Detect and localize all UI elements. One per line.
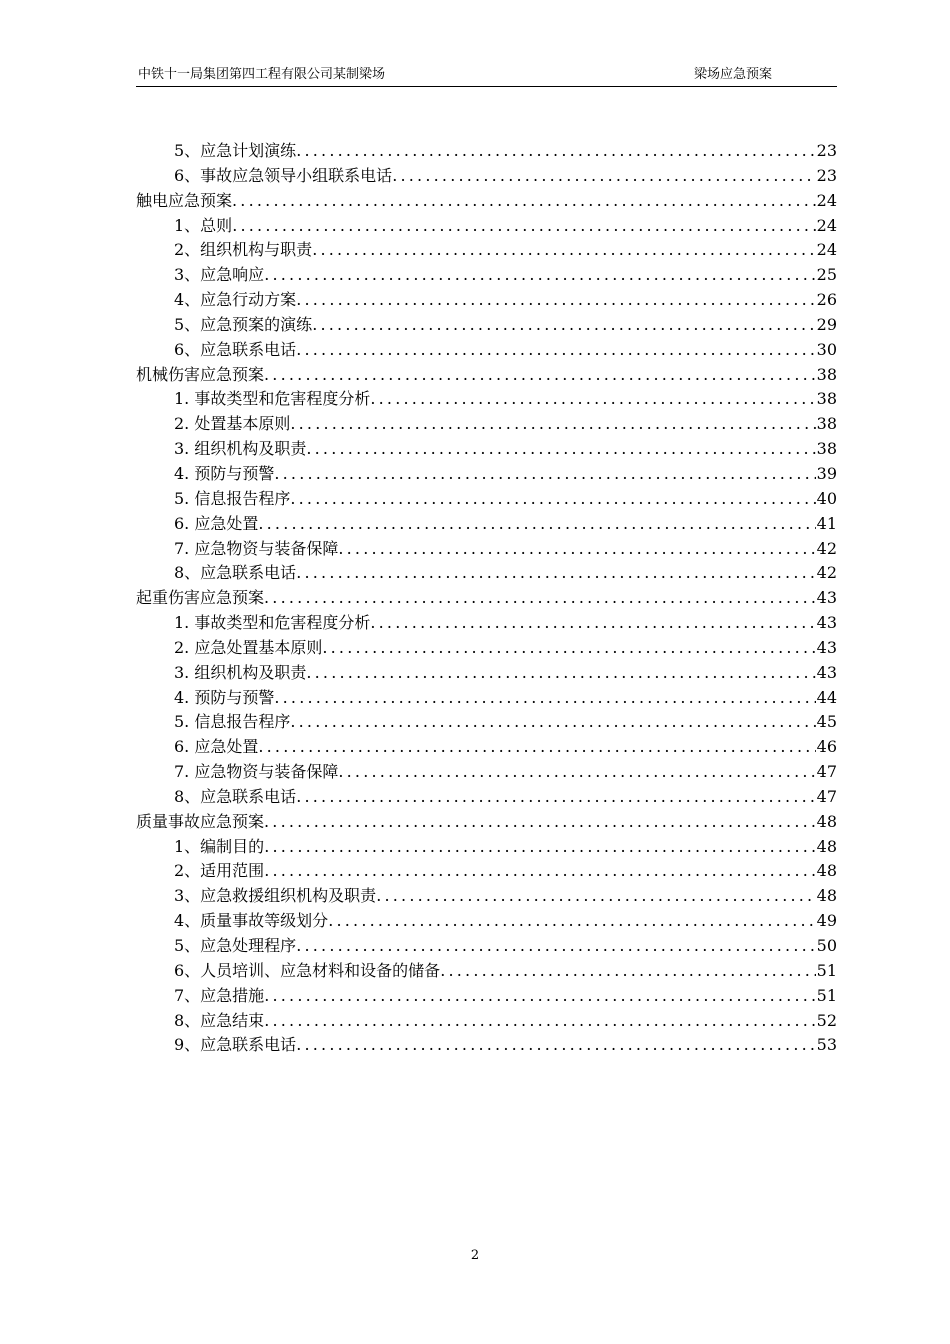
toc-subsection-entry[interactable] (136, 139, 837, 164)
toc-entry-page-number: 40 (816, 488, 837, 508)
toc-entry-page-number: 30 (816, 339, 837, 359)
toc-entry-label: 7、应急措施 (174, 985, 265, 1005)
toc-section-entry[interactable] (136, 586, 837, 611)
toc-dot-leader (338, 760, 815, 785)
toc-dot-leader (264, 586, 816, 611)
toc-entry-page-number: 53 (816, 1035, 837, 1055)
toc-entry-page-number: 42 (816, 538, 837, 558)
toc-entry-page-number: 24 (816, 240, 837, 260)
toc-dot-leader (312, 238, 815, 263)
toc-entry-label: 6、应急联系电话 (174, 339, 297, 359)
toc-entry-page-number: 29 (816, 314, 837, 334)
toc-entry-page-number: 52 (816, 1010, 837, 1030)
header-document-title: 梁场应急预案 (694, 67, 773, 82)
toc-entry-page-number: 47 (816, 786, 837, 806)
toc-subsection-entry[interactable] (136, 561, 837, 586)
toc-entry-page-number: 38 (816, 389, 837, 409)
toc-entry-page-number: 38 (816, 439, 837, 459)
toc-entry-page-number: 50 (816, 936, 837, 955)
toc-entry-label: 4、质量事故等级划分 (174, 911, 329, 931)
toc-dot-leader (296, 561, 815, 586)
toc-dot-leader (296, 1033, 815, 1058)
toc-subsection-entry[interactable] (136, 462, 837, 487)
toc-subsection-entry[interactable] (136, 164, 837, 189)
toc-entry-label: 2. 应急处置基本原则 (174, 637, 323, 657)
toc-dot-leader (264, 810, 816, 835)
toc-subsection-entry[interactable] (136, 710, 837, 735)
toc-dot-leader (322, 636, 815, 661)
toc-dot-leader (264, 984, 815, 1009)
toc-entry-page-number: 43 (816, 637, 837, 657)
toc-subsection-entry[interactable] (136, 859, 837, 884)
toc-entry-page-number: 46 (816, 737, 837, 757)
toc-subsection-entry[interactable] (136, 238, 837, 263)
toc-dot-leader (232, 189, 816, 214)
toc-entry-label: 触电应急预案 (136, 190, 233, 210)
toc-subsection-entry[interactable] (136, 487, 837, 512)
toc-subsection-entry[interactable] (136, 636, 837, 661)
toc-entry-page-number: 43 (816, 588, 837, 608)
toc-dot-leader (296, 139, 815, 164)
toc-entry-label: 2. 处置基本原则 (174, 414, 291, 434)
toc-subsection-entry[interactable] (136, 214, 837, 239)
toc-subsection-entry[interactable] (136, 437, 837, 462)
toc-dot-leader (264, 835, 815, 860)
toc-dot-leader (290, 710, 815, 735)
toc-entry-label: 1. 事故类型和危害程度分析 (174, 613, 371, 633)
toc-entry-label: 5. 信息报告程序 (174, 488, 291, 508)
toc-dot-leader (306, 437, 815, 462)
toc-subsection-entry[interactable] (136, 934, 837, 959)
toc-dot-leader (328, 909, 815, 934)
toc-section-entry[interactable] (136, 189, 837, 214)
toc-entry-label: 3. 组织机构及职责 (174, 662, 307, 682)
toc-subsection-entry[interactable] (136, 1033, 837, 1058)
toc-dot-leader (376, 884, 815, 909)
toc-entry-page-number: 47 (816, 762, 837, 782)
toc-entry-page-number: 48 (816, 811, 837, 831)
toc-dot-leader (296, 934, 815, 959)
table-of-contents (136, 139, 837, 1058)
toc-dot-leader (264, 263, 815, 288)
toc-subsection-entry[interactable] (136, 835, 837, 860)
toc-entry-label: 2、组织机构与职责 (174, 240, 313, 260)
toc-dot-leader (440, 959, 815, 984)
toc-entry-label: 6. 应急处置 (174, 513, 259, 533)
toc-entry-label: 4、应急行动方案 (174, 290, 297, 310)
toc-entry-page-number: 48 (816, 886, 837, 906)
toc-dot-leader (264, 859, 815, 884)
toc-entry-page-number: 42 (816, 563, 837, 583)
toc-entry-page-number: 41 (816, 513, 837, 533)
toc-entry-label: 1. 事故类型和危害程度分析 (174, 389, 371, 409)
toc-entry-label: 6、人员培训、应急材料和设备的储备 (174, 960, 441, 980)
toc-dot-leader (264, 363, 816, 388)
toc-entry-label: 4. 预防与预警 (174, 687, 275, 707)
toc-subsection-entry[interactable] (136, 686, 837, 711)
toc-entry-label: 1、总则 (174, 215, 233, 235)
header-company-name: 中铁十一局集团第四工程有限公司某制梁场 (138, 67, 386, 82)
toc-subsection-entry[interactable] (136, 785, 837, 810)
toc-entry-page-number: 25 (816, 265, 837, 285)
toc-dot-leader (258, 735, 815, 760)
toc-dot-leader (370, 387, 815, 412)
toc-entry-label: 6、事故应急领导小组联系电话 (174, 165, 393, 185)
toc-dot-leader (296, 338, 815, 363)
toc-entry-label: 3、应急响应 (174, 265, 265, 285)
toc-dot-leader (338, 537, 815, 562)
toc-subsection-entry[interactable] (136, 884, 837, 909)
toc-entry-page-number: 44 (816, 687, 837, 707)
toc-entry-label: 质量事故应急预案 (136, 811, 265, 831)
toc-entry-label: 6. 应急处置 (174, 737, 259, 757)
toc-subsection-entry[interactable] (136, 1009, 837, 1034)
toc-dot-leader (264, 1009, 815, 1034)
toc-entry-page-number: 51 (816, 960, 837, 980)
toc-subsection-entry[interactable] (136, 909, 837, 934)
toc-entry-label: 3. 组织机构及职责 (174, 439, 307, 459)
toc-entry-page-number: 48 (816, 861, 837, 881)
toc-dot-leader (290, 487, 815, 512)
toc-entry-page-number: 38 (816, 414, 837, 434)
toc-dot-leader (232, 214, 815, 239)
toc-entry-label: 8、应急结束 (174, 1010, 265, 1030)
toc-dot-leader (296, 785, 815, 810)
toc-entry-label: 7. 应急物资与装备保障 (174, 538, 339, 558)
toc-dot-leader (274, 686, 815, 711)
toc-entry-page-number: 24 (816, 190, 837, 210)
toc-subsection-entry[interactable] (136, 537, 837, 562)
toc-entry-page-number: 51 (816, 985, 837, 1005)
toc-entry-label: 7. 应急物资与装备保障 (174, 762, 339, 782)
toc-entry-label: 8、应急联系电话 (174, 563, 297, 583)
toc-entry-label: 8、应急联系电话 (174, 786, 297, 806)
toc-entry-page-number: 48 (816, 836, 837, 856)
toc-section-entry[interactable] (136, 363, 837, 388)
toc-entry-label: 机械伤害应急预案 (136, 364, 265, 384)
toc-entry-page-number: 24 (816, 215, 837, 235)
toc-entry-page-number: 49 (816, 911, 837, 931)
toc-dot-leader (370, 611, 815, 636)
toc-entry-label: 2、适用范围 (174, 861, 265, 881)
toc-entry-page-number: 45 (816, 712, 837, 732)
toc-dot-leader (296, 288, 815, 313)
toc-subsection-entry[interactable] (136, 387, 837, 412)
toc-entry-page-number: 26 (816, 290, 837, 310)
toc-subsection-entry[interactable] (136, 288, 837, 313)
toc-entry-label: 5、应急预案的演练 (174, 314, 313, 334)
toc-entry-label: 1、编制目的 (174, 836, 265, 856)
toc-dot-leader (258, 512, 815, 537)
toc-subsection-entry[interactable] (136, 313, 837, 338)
toc-subsection-entry[interactable] (136, 760, 837, 785)
toc-entry-page-number: 39 (816, 463, 837, 483)
toc-dot-leader (274, 462, 815, 487)
toc-subsection-entry[interactable] (136, 735, 837, 760)
toc-entry-label: 5、应急计划演练 (174, 141, 297, 160)
page-header (136, 66, 837, 87)
toc-entry-label: 4. 预防与预警 (174, 463, 275, 483)
toc-entry-page-number: 23 (816, 165, 837, 185)
toc-subsection-entry[interactable] (136, 661, 837, 686)
page-number: 2 (470, 1248, 480, 1263)
toc-subsection-entry[interactable] (136, 611, 837, 636)
toc-dot-leader (306, 661, 815, 686)
toc-entry-label: 3、应急救援组织机构及职责 (174, 886, 377, 906)
toc-dot-leader (290, 412, 815, 437)
toc-subsection-entry[interactable] (136, 984, 837, 1009)
toc-subsection-entry[interactable] (136, 959, 837, 984)
toc-entry-page-number: 43 (816, 613, 837, 633)
toc-entry-label: 9、应急联系电话 (174, 1035, 297, 1055)
toc-entry-label: 5、应急处理程序 (174, 936, 297, 955)
toc-entry-label: 5. 信息报告程序 (174, 712, 291, 732)
toc-subsection-entry[interactable] (136, 263, 837, 288)
toc-subsection-entry[interactable] (136, 512, 837, 537)
toc-dot-leader (312, 313, 815, 338)
toc-entry-page-number: 23 (816, 141, 837, 160)
toc-entry-page-number: 43 (816, 662, 837, 682)
toc-subsection-entry[interactable] (136, 412, 837, 437)
toc-entry-page-number: 38 (816, 364, 837, 384)
toc-subsection-entry[interactable] (136, 338, 837, 363)
toc-dot-leader (392, 164, 815, 189)
toc-section-entry[interactable] (136, 810, 837, 835)
toc-entry-label: 起重伤害应急预案 (136, 588, 265, 608)
